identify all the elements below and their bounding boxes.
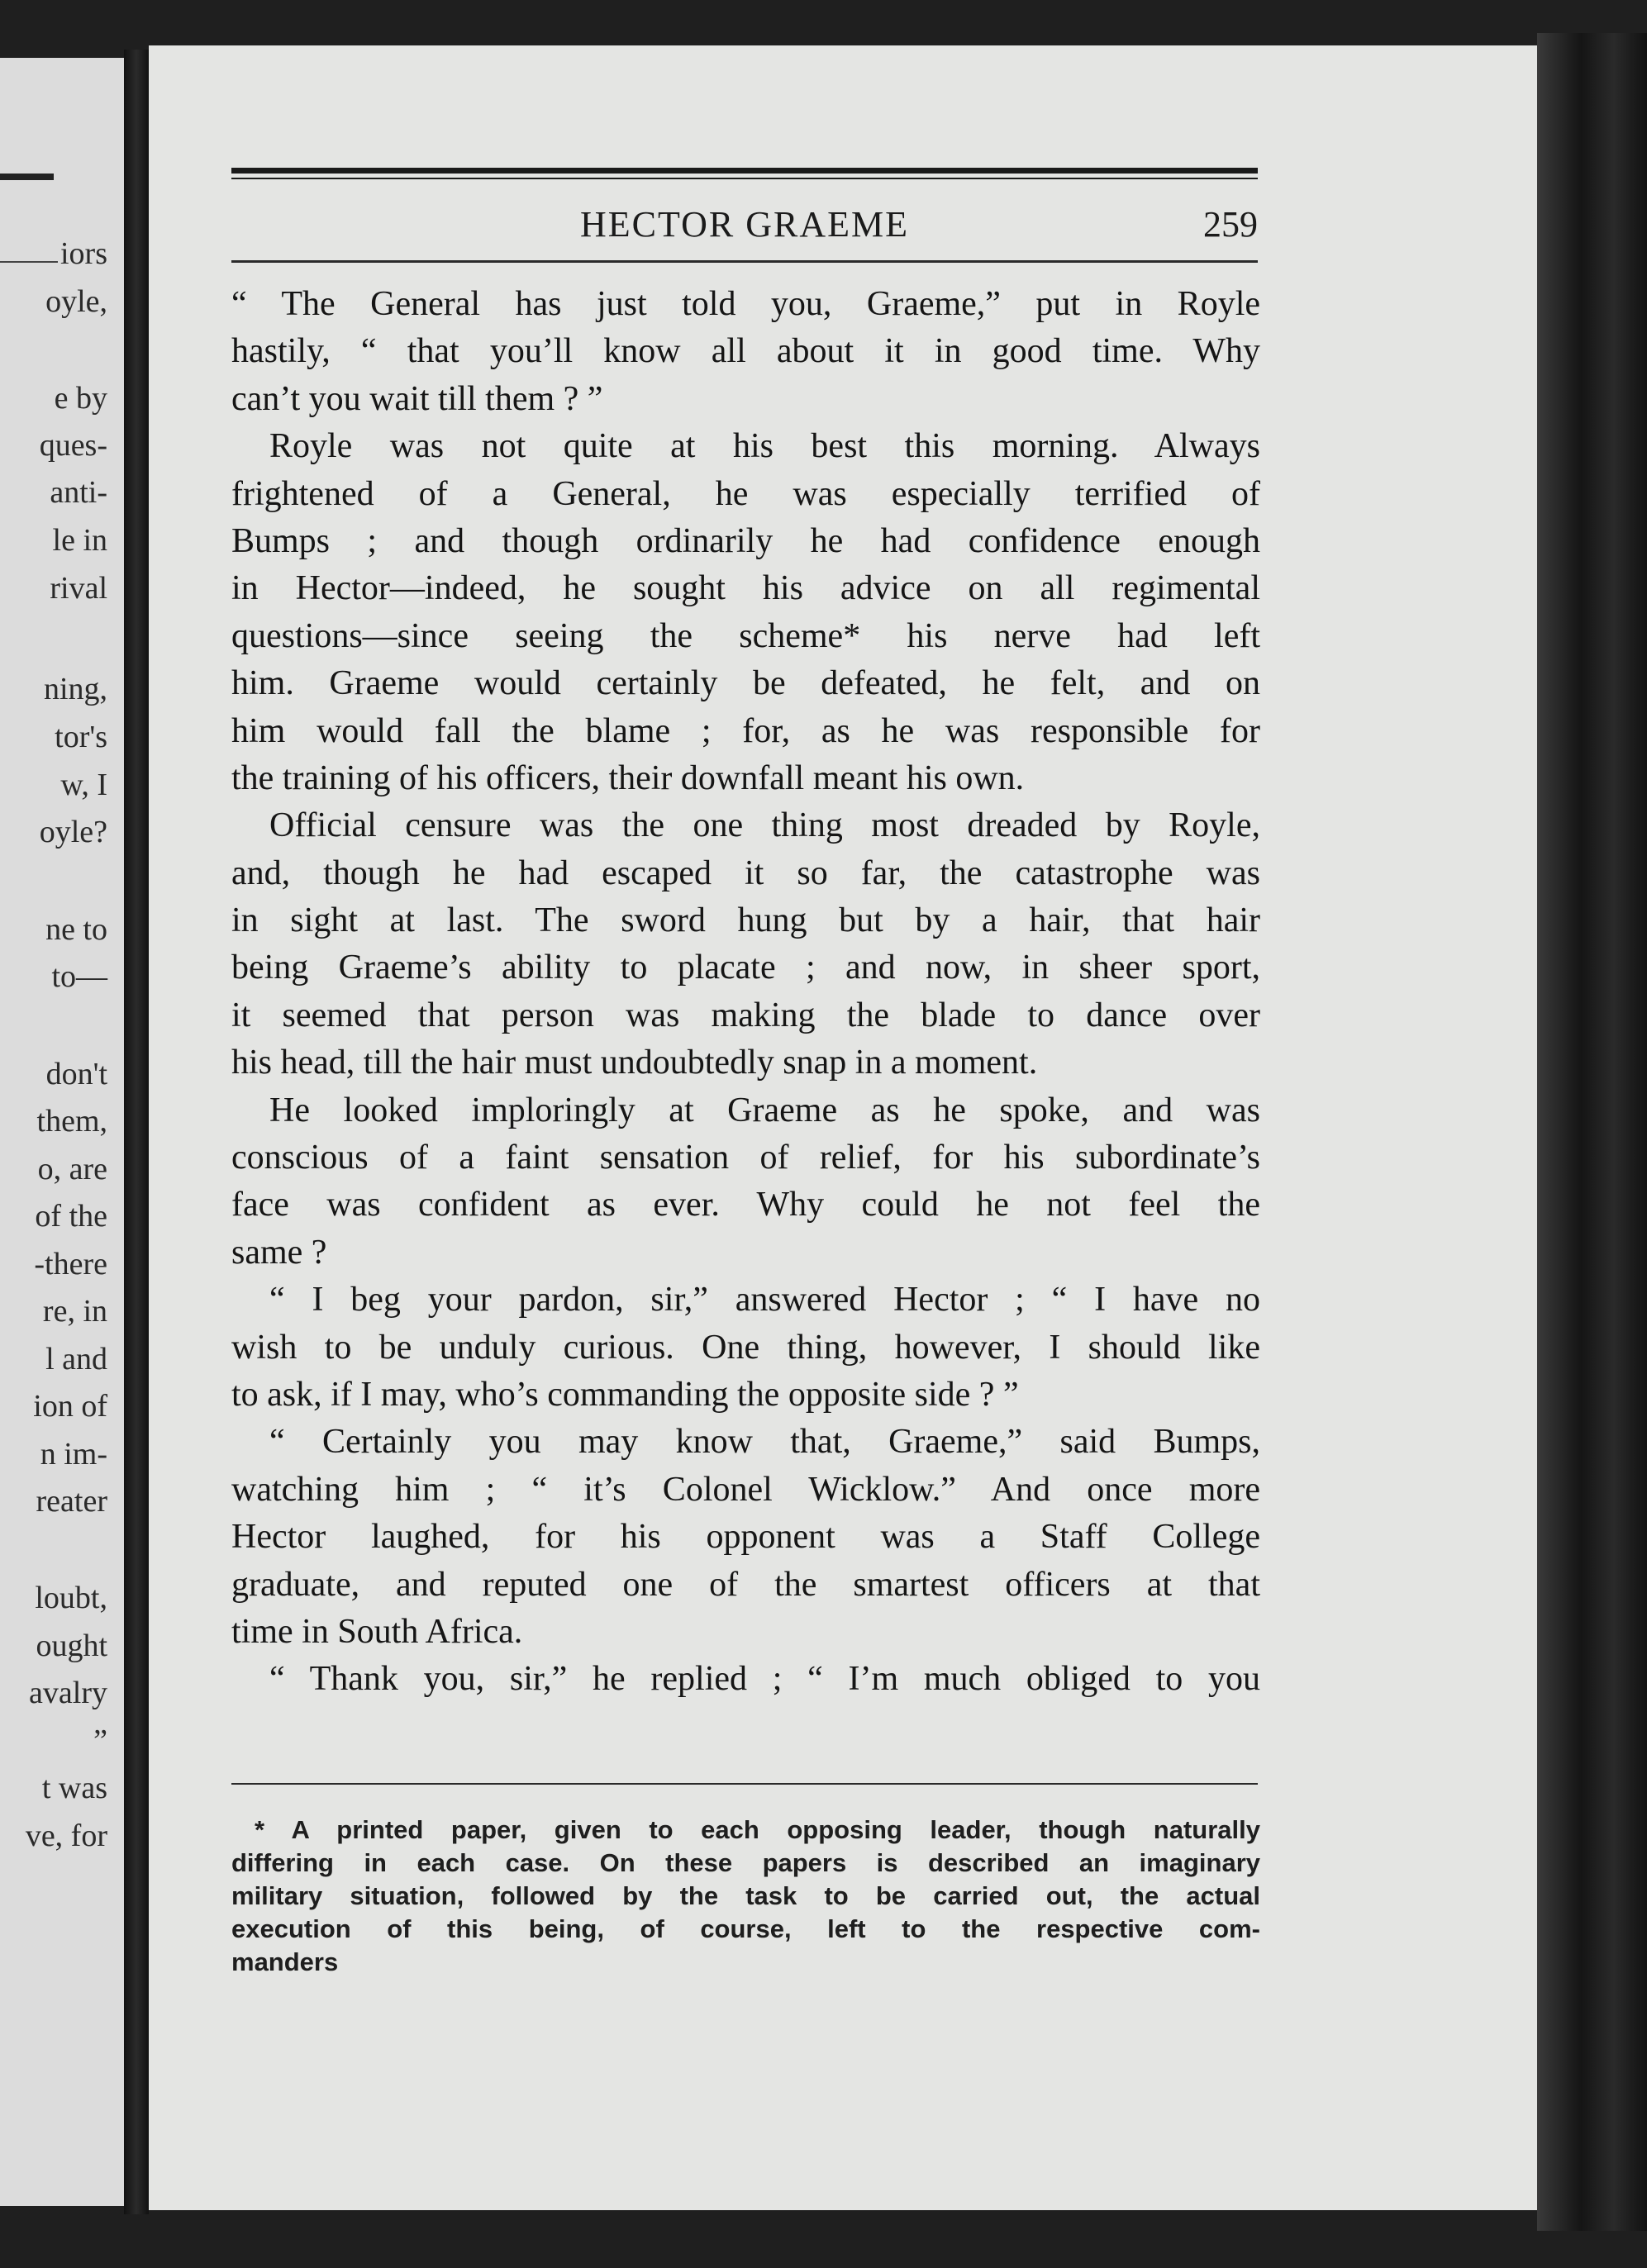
body-line: frightened of a General, he was especially terrified of — [231, 474, 1260, 513]
previous-page-fragment: -there — [34, 1247, 107, 1281]
body-line: wish to be unduly curious. One thing, however, I should like — [231, 1328, 1260, 1367]
previous-page-fragment: loubt, — [35, 1581, 107, 1615]
page-stack-edge — [1537, 33, 1647, 2231]
previous-page-fragment: le in — [52, 523, 107, 558]
body-line: can’t you wait till them ? ” — [231, 379, 603, 418]
page-number: 259 — [1203, 204, 1258, 245]
running-head — [231, 198, 1258, 248]
footnote-rule — [231, 1783, 1258, 1785]
body-line: him. Graeme would certainly be defeated, he felt, and on — [231, 664, 1260, 703]
previous-page-header-rule — [0, 174, 54, 180]
previous-page-fragment: reater — [36, 1484, 107, 1519]
body-line: and, though he had escaped it so far, the catastrophe was — [231, 853, 1260, 892]
body-text — [231, 281, 1260, 1704]
previous-page-fragment: ion of — [33, 1389, 107, 1424]
body-line: in Hector—indeed, he sought his advice on all regimental — [231, 569, 1260, 608]
body-line: “ The General has just told you, Graeme,” put in Royle — [231, 285, 1260, 323]
previous-page-fragment: oyle? — [39, 815, 107, 849]
body-line: him would fall the blame ; for, as he was responsible for — [231, 711, 1260, 750]
previous-page-fragment: w, I — [60, 768, 107, 802]
header-rule-thin — [231, 178, 1258, 179]
previous-page-fragment: them, — [36, 1104, 107, 1139]
body-line: conscious of a faint sensation of relief, for his subordinate’s — [231, 1139, 1260, 1177]
previous-page-fragment: n im- — [40, 1437, 107, 1472]
header-underline — [231, 260, 1258, 263]
previous-page-fragment: ” — [93, 1724, 107, 1758]
footnote — [231, 1814, 1260, 1979]
body-line: He looked imploringly at Graeme as he spoke, and was — [269, 1091, 1260, 1129]
previous-page-fragment: iors — [60, 236, 107, 271]
previous-page-fragment: o, are — [37, 1152, 107, 1186]
footnote-line: execution of this being, of course, left to the respective com- — [231, 1914, 1260, 1943]
previous-page-fragment: don't — [45, 1057, 107, 1091]
previous-page-fragment: rival — [50, 571, 107, 606]
header-rule-thick — [231, 168, 1258, 174]
previous-page-fragment: l and — [45, 1342, 107, 1376]
body-line: Bumps ; and though ordinarily he had confidence enough — [231, 521, 1260, 560]
previous-page-fragment: e by — [54, 381, 107, 416]
body-line: same ? — [231, 1233, 327, 1272]
body-line: hastily, “ that you’ll know all about it in good time. Why — [231, 332, 1260, 371]
book-page — [149, 45, 1554, 2210]
body-line: his head, till the hair must undoubtedly snap in a moment. — [231, 1044, 1038, 1082]
previous-page-header-underline — [0, 261, 58, 263]
body-line: face was confident as ever. Why could he not feel the — [231, 1186, 1260, 1224]
previous-page-fragment: re, in — [42, 1294, 107, 1329]
body-line: watching him ; “ it’s Colonel Wicklow.” And once more — [231, 1470, 1260, 1509]
previous-page-fragment: anti- — [50, 475, 107, 510]
previous-page-fragment: ning, — [43, 672, 107, 706]
previous-page-fragment: ques- — [39, 428, 107, 463]
footnote-line: * A printed paper, given to each opposing leader, though naturally — [255, 1815, 1260, 1844]
book-gutter — [124, 50, 149, 2214]
previous-page-fragment: avalry — [29, 1676, 107, 1710]
footnote-line: differing in each case. On these papers is described an imaginary — [231, 1848, 1260, 1877]
running-title: HECTOR GRAEME — [580, 204, 909, 245]
body-line: “ Certainly you may know that, Graeme,” said Bumps, — [269, 1423, 1260, 1462]
previous-page-fragment: of the — [35, 1199, 107, 1234]
previous-page-fragment: oyle, — [45, 284, 107, 319]
body-line: Official censure was the one thing most dreaded by Royle, — [269, 806, 1260, 845]
previous-page-edge — [0, 58, 124, 2206]
previous-page-fragment: tor's — [55, 720, 107, 754]
body-line: time in South Africa. — [231, 1612, 523, 1651]
footnote-line: military situation, followed by the task to be carried out, the actual — [231, 1881, 1260, 1910]
body-line: in sight at last. The sword hung but by a hair, that hair — [231, 901, 1260, 940]
body-line: being Graeme’s ability to placate ; and now, in sheer sport, — [231, 949, 1260, 987]
previous-page-fragment: to— — [51, 959, 107, 994]
body-line: “ I beg your pardon, sir,” answered Hector ; “ I have no — [269, 1281, 1260, 1319]
body-line: Royle was not quite at his best this morning. Always — [269, 427, 1260, 466]
previous-page-fragment: t was — [41, 1771, 107, 1805]
body-line: to ask, if I may, who’s commanding the opposite side ? ” — [231, 1375, 1019, 1414]
body-line: Hector laughed, for his opponent was a Staff College — [231, 1518, 1260, 1557]
footnote-line: manders — [231, 1947, 339, 1976]
body-line: the training of his officers, their downfall meant his own. — [231, 758, 1025, 797]
body-line: it seemed that person was making the blade to dance over — [231, 996, 1260, 1034]
previous-page-fragment: ve, for — [25, 1819, 107, 1853]
previous-page-fragment: ought — [36, 1628, 107, 1663]
previous-page-fragment: ne to — [45, 912, 107, 947]
body-line: graduate, and reputed one of the smartest officers at that — [231, 1565, 1260, 1604]
body-line: questions—since seeing the scheme* his nerve had left — [231, 616, 1260, 655]
body-line: “ Thank you, sir,” he replied ; “ I’m much obliged to you — [269, 1660, 1260, 1699]
